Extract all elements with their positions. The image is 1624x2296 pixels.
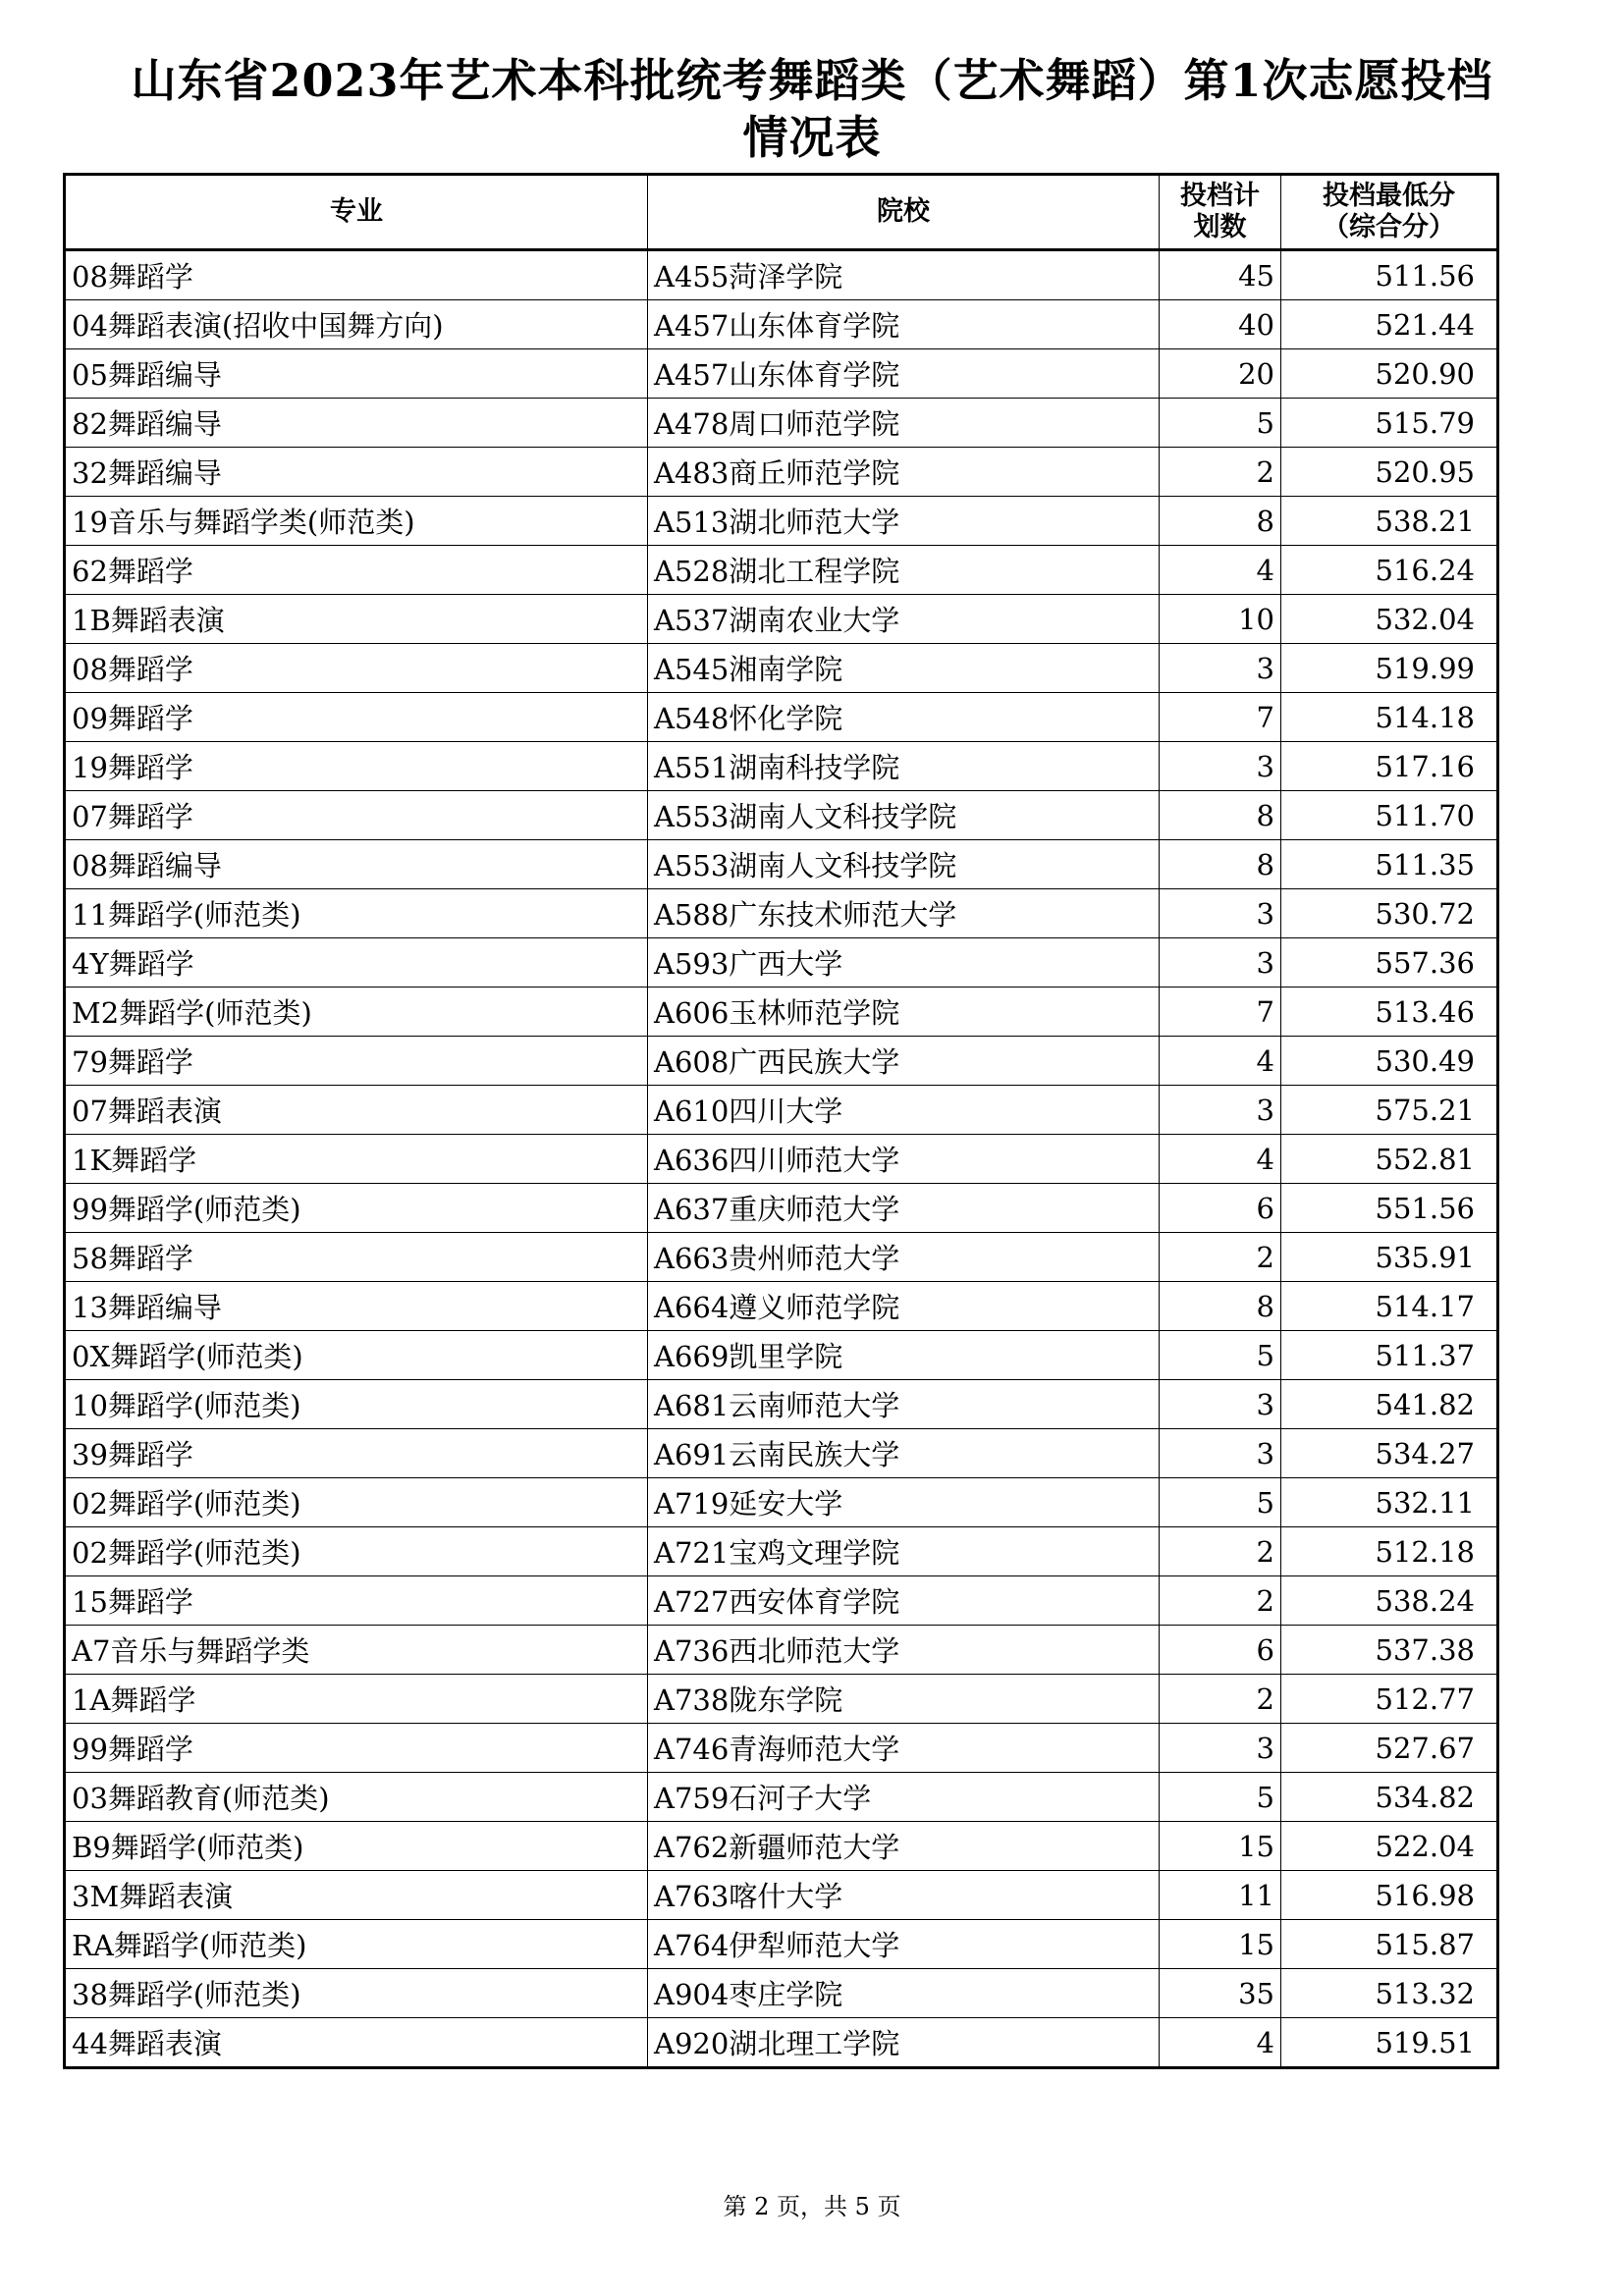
table-row bbox=[65, 1724, 1498, 1773]
table-row bbox=[65, 1086, 1498, 1135]
table-row bbox=[65, 1626, 1498, 1675]
cell-school: A637重庆师范大学 bbox=[648, 1184, 1160, 1233]
cell-major: 3M舞蹈表演 bbox=[65, 1871, 648, 1920]
cell-min-score: 534.27 bbox=[1281, 1429, 1498, 1478]
cell-major: 1B舞蹈表演 bbox=[65, 595, 648, 644]
cell-major: 99舞蹈学 bbox=[65, 1724, 648, 1773]
table-row bbox=[65, 1576, 1498, 1626]
cell-min-score: 535.91 bbox=[1281, 1233, 1498, 1282]
table-row bbox=[65, 1380, 1498, 1429]
cell-school: A545湘南学院 bbox=[648, 644, 1160, 693]
cell-school: A608广西民族大学 bbox=[648, 1037, 1160, 1086]
header-min-score bbox=[1281, 175, 1498, 250]
cell-plan-count: 40 bbox=[1160, 300, 1281, 349]
cell-major: 79舞蹈学 bbox=[65, 1037, 648, 1086]
cell-school: A606玉林师范学院 bbox=[648, 988, 1160, 1037]
table-row bbox=[65, 1871, 1498, 1920]
cell-major: 08舞蹈学 bbox=[65, 644, 648, 693]
cell-plan-count: 3 bbox=[1160, 1724, 1281, 1773]
cell-major: 0X舞蹈学(师范类) bbox=[65, 1331, 648, 1380]
cell-major: 58舞蹈学 bbox=[65, 1233, 648, 1282]
cell-min-score: 519.51 bbox=[1281, 2018, 1498, 2068]
cell-min-score: 534.82 bbox=[1281, 1773, 1498, 1822]
cell-min-score: 519.99 bbox=[1281, 644, 1498, 693]
cell-major: 32舞蹈编导 bbox=[65, 448, 648, 497]
table-row bbox=[65, 988, 1498, 1037]
document-title-continued: 情况表 bbox=[742, 111, 882, 164]
page-footer: 第 2 页，共 5 页 bbox=[723, 2193, 901, 2220]
cell-major: 07舞蹈表演 bbox=[65, 1086, 648, 1135]
cell-min-score: 552.81 bbox=[1281, 1135, 1498, 1184]
cell-major: 02舞蹈学(师范类) bbox=[65, 1527, 648, 1576]
cell-min-score: 530.72 bbox=[1281, 889, 1498, 938]
cell-major: 09舞蹈学 bbox=[65, 693, 648, 742]
cell-major: 04舞蹈表演(招收中国舞方向) bbox=[65, 300, 648, 349]
cell-min-score: 530.49 bbox=[1281, 1037, 1498, 1086]
cell-plan-count: 4 bbox=[1160, 1037, 1281, 1086]
cell-min-score: 532.11 bbox=[1281, 1478, 1498, 1527]
cell-school: A727西安体育学院 bbox=[648, 1576, 1160, 1626]
cell-major: 15舞蹈学 bbox=[65, 1576, 648, 1626]
table-row bbox=[65, 1822, 1498, 1871]
table-row bbox=[65, 840, 1498, 889]
cell-plan-count: 20 bbox=[1160, 349, 1281, 399]
cell-school: A762新疆师范大学 bbox=[648, 1822, 1160, 1871]
cell-min-score: 513.46 bbox=[1281, 988, 1498, 1037]
cell-school: A691云南民族大学 bbox=[648, 1429, 1160, 1478]
cell-min-score: 575.21 bbox=[1281, 1086, 1498, 1135]
cell-major: 44舞蹈表演 bbox=[65, 2018, 648, 2068]
cell-major: 11舞蹈学(师范类) bbox=[65, 889, 648, 938]
cell-school: A553湖南人文科技学院 bbox=[648, 840, 1160, 889]
cell-plan-count: 8 bbox=[1160, 1282, 1281, 1331]
table-row bbox=[65, 644, 1498, 693]
cell-major: 03舞蹈教育(师范类) bbox=[65, 1773, 648, 1822]
cell-plan-count: 2 bbox=[1160, 448, 1281, 497]
cell-school: A610四川大学 bbox=[648, 1086, 1160, 1135]
cell-school: A721宝鸡文理学院 bbox=[648, 1527, 1160, 1576]
cell-major: 82舞蹈编导 bbox=[65, 399, 648, 448]
cell-school: A681云南师范大学 bbox=[648, 1380, 1160, 1429]
cell-min-score: 551.56 bbox=[1281, 1184, 1498, 1233]
table-row bbox=[65, 1037, 1498, 1086]
header-plan-line2: 划数 bbox=[1193, 212, 1247, 242]
cell-major: 08舞蹈编导 bbox=[65, 840, 648, 889]
cell-plan-count: 3 bbox=[1160, 644, 1281, 693]
table-row bbox=[65, 399, 1498, 448]
cell-min-score: 511.35 bbox=[1281, 840, 1498, 889]
cell-school: A669凯里学院 bbox=[648, 1331, 1160, 1380]
cell-min-score: 520.90 bbox=[1281, 349, 1498, 399]
cell-school: A738陇东学院 bbox=[648, 1675, 1160, 1724]
cell-major: 4Y舞蹈学 bbox=[65, 938, 648, 988]
cell-major: A7音乐与舞蹈学类 bbox=[65, 1626, 648, 1675]
cell-school: A457山东体育学院 bbox=[648, 349, 1160, 399]
table-row bbox=[65, 1969, 1498, 2018]
cell-plan-count: 3 bbox=[1160, 1429, 1281, 1478]
cell-min-score: 511.37 bbox=[1281, 1331, 1498, 1380]
cell-plan-count: 6 bbox=[1160, 1626, 1281, 1675]
cell-major: 19音乐与舞蹈学类(师范类) bbox=[65, 497, 648, 546]
admission-table bbox=[63, 173, 1499, 2069]
cell-plan-count: 3 bbox=[1160, 889, 1281, 938]
cell-min-score: 538.24 bbox=[1281, 1576, 1498, 1626]
cell-plan-count: 10 bbox=[1160, 595, 1281, 644]
table-row bbox=[65, 497, 1498, 546]
cell-min-score: 511.70 bbox=[1281, 791, 1498, 840]
header-plan bbox=[1160, 175, 1281, 250]
cell-school: A759石河子大学 bbox=[648, 1773, 1160, 1822]
cell-school: A528湖北工程学院 bbox=[648, 546, 1160, 595]
cell-major: 02舞蹈学(师范类) bbox=[65, 1478, 648, 1527]
cell-major: 19舞蹈学 bbox=[65, 742, 648, 791]
cell-min-score: 511.56 bbox=[1281, 250, 1498, 300]
cell-major: B9舞蹈学(师范类) bbox=[65, 1822, 648, 1871]
cell-school: A904枣庄学院 bbox=[648, 1969, 1160, 2018]
table-header-row bbox=[65, 175, 1498, 250]
cell-school: A537湖南农业大学 bbox=[648, 595, 1160, 644]
table-row bbox=[65, 448, 1498, 497]
cell-min-score: 513.32 bbox=[1281, 1969, 1498, 2018]
cell-plan-count: 5 bbox=[1160, 1331, 1281, 1380]
cell-school: A593广西大学 bbox=[648, 938, 1160, 988]
cell-plan-count: 4 bbox=[1160, 1135, 1281, 1184]
cell-school: A920湖北理工学院 bbox=[648, 2018, 1160, 2068]
table-row bbox=[65, 1527, 1498, 1576]
cell-min-score: 515.79 bbox=[1281, 399, 1498, 448]
table-row bbox=[65, 693, 1498, 742]
cell-plan-count: 3 bbox=[1160, 938, 1281, 988]
cell-plan-count: 5 bbox=[1160, 1773, 1281, 1822]
cell-school: A636四川师范大学 bbox=[648, 1135, 1160, 1184]
cell-school: A719延安大学 bbox=[648, 1478, 1160, 1527]
cell-min-score: 527.67 bbox=[1281, 1724, 1498, 1773]
header-plan-line1: 投档计 bbox=[1180, 181, 1260, 211]
cell-plan-count: 3 bbox=[1160, 1380, 1281, 1429]
cell-school: A457山东体育学院 bbox=[648, 300, 1160, 349]
cell-plan-count: 4 bbox=[1160, 2018, 1281, 2068]
table-row bbox=[65, 250, 1498, 300]
cell-school: A746青海师范大学 bbox=[648, 1724, 1160, 1773]
table-row bbox=[65, 1331, 1498, 1380]
cell-plan-count: 45 bbox=[1160, 250, 1281, 300]
cell-plan-count: 35 bbox=[1160, 1969, 1281, 2018]
header-major: 专业 bbox=[65, 175, 648, 250]
cell-min-score: 522.04 bbox=[1281, 1822, 1498, 1871]
cell-plan-count: 15 bbox=[1160, 1822, 1281, 1871]
table-row bbox=[65, 300, 1498, 349]
cell-school: A483商丘师范学院 bbox=[648, 448, 1160, 497]
cell-school: A551湖南科技学院 bbox=[648, 742, 1160, 791]
cell-plan-count: 4 bbox=[1160, 546, 1281, 595]
table-body bbox=[65, 250, 1498, 2068]
cell-plan-count: 3 bbox=[1160, 742, 1281, 791]
cell-plan-count: 8 bbox=[1160, 497, 1281, 546]
table-row bbox=[65, 1920, 1498, 1969]
cell-major: 39舞蹈学 bbox=[65, 1429, 648, 1478]
cell-plan-count: 11 bbox=[1160, 1871, 1281, 1920]
table-row bbox=[65, 1773, 1498, 1822]
cell-school: A763喀什大学 bbox=[648, 1871, 1160, 1920]
table-row bbox=[65, 595, 1498, 644]
cell-min-score: 521.44 bbox=[1281, 300, 1498, 349]
header-school: 院校 bbox=[648, 175, 1160, 250]
cell-major: M2舞蹈学(师范类) bbox=[65, 988, 648, 1037]
header-score-line2: （综合分） bbox=[1323, 212, 1455, 242]
table-row bbox=[65, 1233, 1498, 1282]
cell-major: RA舞蹈学(师范类) bbox=[65, 1920, 648, 1969]
document-title: 山东省2023年艺术本科批统考舞蹈类（艺术舞蹈）第1次志愿投档 bbox=[131, 54, 1493, 107]
cell-plan-count: 2 bbox=[1160, 1675, 1281, 1724]
table-row bbox=[65, 1135, 1498, 1184]
cell-plan-count: 3 bbox=[1160, 1086, 1281, 1135]
table-row bbox=[65, 742, 1498, 791]
cell-plan-count: 5 bbox=[1160, 399, 1281, 448]
cell-plan-count: 8 bbox=[1160, 791, 1281, 840]
header-score-line1: 投档最低分 bbox=[1323, 181, 1455, 211]
cell-min-score: 512.18 bbox=[1281, 1527, 1498, 1576]
cell-min-score: 517.16 bbox=[1281, 742, 1498, 791]
cell-plan-count: 15 bbox=[1160, 1920, 1281, 1969]
cell-major: 07舞蹈学 bbox=[65, 791, 648, 840]
cell-major: 62舞蹈学 bbox=[65, 546, 648, 595]
cell-major: 08舞蹈学 bbox=[65, 250, 648, 300]
cell-school: A663贵州师范大学 bbox=[648, 1233, 1160, 1282]
cell-min-score: 541.82 bbox=[1281, 1380, 1498, 1429]
cell-school: A764伊犁师范大学 bbox=[648, 1920, 1160, 1969]
cell-plan-count: 8 bbox=[1160, 840, 1281, 889]
cell-plan-count: 2 bbox=[1160, 1233, 1281, 1282]
table-row bbox=[65, 791, 1498, 840]
table-row bbox=[65, 1675, 1498, 1724]
cell-plan-count: 7 bbox=[1160, 988, 1281, 1037]
cell-school: A455菏泽学院 bbox=[648, 250, 1160, 300]
cell-min-score: 538.21 bbox=[1281, 497, 1498, 546]
cell-major: 10舞蹈学(师范类) bbox=[65, 1380, 648, 1429]
cell-major: 05舞蹈编导 bbox=[65, 349, 648, 399]
table-row bbox=[65, 546, 1498, 595]
cell-school: A736西北师范大学 bbox=[648, 1626, 1160, 1675]
table-row bbox=[65, 889, 1498, 938]
table-row bbox=[65, 938, 1498, 988]
cell-min-score: 537.38 bbox=[1281, 1626, 1498, 1675]
cell-major: 38舞蹈学(师范类) bbox=[65, 1969, 648, 2018]
cell-school: A478周口师范学院 bbox=[648, 399, 1160, 448]
cell-plan-count: 2 bbox=[1160, 1576, 1281, 1626]
cell-major: 13舞蹈编导 bbox=[65, 1282, 648, 1331]
table-row bbox=[65, 1478, 1498, 1527]
cell-min-score: 514.17 bbox=[1281, 1282, 1498, 1331]
table-row bbox=[65, 1429, 1498, 1478]
table-row bbox=[65, 2018, 1498, 2068]
cell-plan-count: 5 bbox=[1160, 1478, 1281, 1527]
cell-min-score: 532.04 bbox=[1281, 595, 1498, 644]
cell-school: A588广东技术师范大学 bbox=[648, 889, 1160, 938]
cell-school: A513湖北师范大学 bbox=[648, 497, 1160, 546]
cell-school: A548怀化学院 bbox=[648, 693, 1160, 742]
cell-school: A664遵义师范学院 bbox=[648, 1282, 1160, 1331]
cell-plan-count: 7 bbox=[1160, 693, 1281, 742]
cell-plan-count: 6 bbox=[1160, 1184, 1281, 1233]
cell-min-score: 520.95 bbox=[1281, 448, 1498, 497]
cell-major: 1K舞蹈学 bbox=[65, 1135, 648, 1184]
cell-min-score: 516.98 bbox=[1281, 1871, 1498, 1920]
cell-min-score: 515.87 bbox=[1281, 1920, 1498, 1969]
cell-major: 99舞蹈学(师范类) bbox=[65, 1184, 648, 1233]
cell-min-score: 512.77 bbox=[1281, 1675, 1498, 1724]
cell-major: 1A舞蹈学 bbox=[65, 1675, 648, 1724]
table-row bbox=[65, 349, 1498, 399]
cell-school: A553湖南人文科技学院 bbox=[648, 791, 1160, 840]
cell-min-score: 514.18 bbox=[1281, 693, 1498, 742]
cell-min-score: 516.24 bbox=[1281, 546, 1498, 595]
cell-plan-count: 2 bbox=[1160, 1527, 1281, 1576]
table-row bbox=[65, 1184, 1498, 1233]
table-row bbox=[65, 1282, 1498, 1331]
cell-min-score: 557.36 bbox=[1281, 938, 1498, 988]
